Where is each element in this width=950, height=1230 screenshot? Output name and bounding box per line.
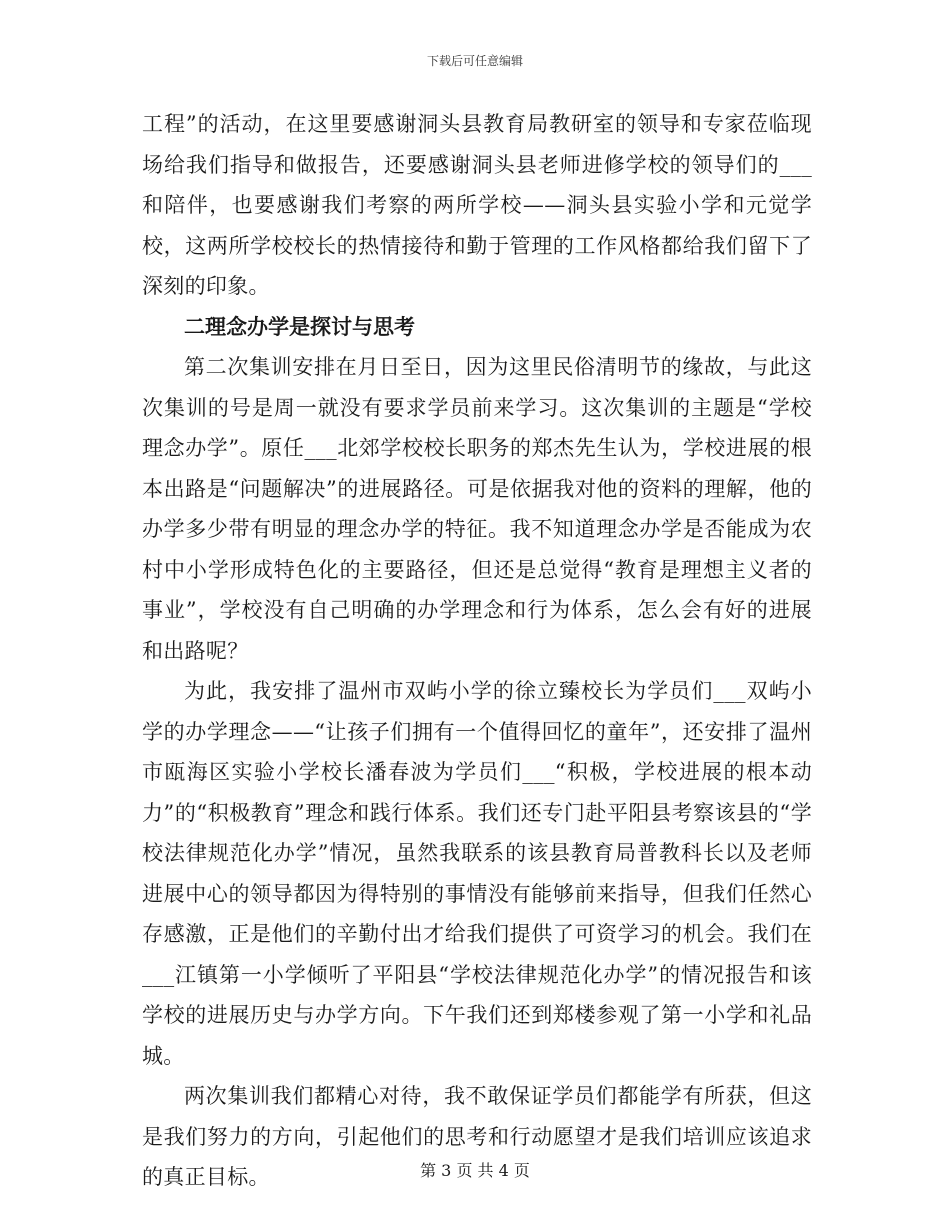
- page-number-footer: 第 3 页 共 4 页: [420, 1161, 530, 1180]
- paragraph-4: 两次集训我们都精心对待，我不敢保证学员们都能学有所获，但这是我们努力的方向，引起他们的思考和行动愿望才是我们培训应该追求的真正目标。: [142, 1084, 812, 1189]
- paragraph-3: 为此，我安排了温州市双屿小学的徐立臻校长为学员们___双屿小学的办学理念——“让孩子们拥有一个值得回忆的童年”，还安排了温州市瓯海区实验小学校长潘春波为学员们___“积极，学校进展的根本动力”的“积极教育”理念和践行体系。我们还专门赴平阳县考察该县的“学校法律规范化办学”情况，虽然我联系的该县教育局普教科长以及老师进展中心的领导都因为得特别的事情没有能够前来指导，但我们任然心存感激，正是他们的辛勤付出才给我们提供了可资学习的机会。我们在___江镇第一小学倾听了平阳县“学校法律规范化办学”的情况报告和该学校的进展历史与办学方向。下午我们还到郑楼参观了第一小学和礼品城。: [142, 679, 812, 1068]
- page-header: 下载后可任意编辑: [426, 54, 523, 68]
- paragraph-2: 第二次集训安排在月日至日，因为这里民俗清明节的缘故，与此这次集训的号是周一就没有要求学员前来学习。这次集训的主题是“学校理念办学”。原任___北郊学校校长职务的郑杰先生认为，学校进展的根本出路是“问题解决”的进展路径。可是依据我对他的资料的理解，他的办学多少带有明显的理念办学的特征。我不知道理念办学是否能成为农村中小学形成特色化的主要路径，但还是总觉得“教育是理想主义者的事业”，学校没有自己明确的办学理念和行为体系，怎么会有好的进展和出路呢？: [142, 355, 812, 663]
- paragraph-1: 工程”的活动，在这里要感谢洞头县教育局教研室的领导和专家莅临现场给我们指导和做报告，还要感谢洞头县老师进修学校的领导们的___和陪伴，也要感谢我们考察的两所学校——洞头县实验小学和元觉学校，这两所学校校长的热情接待和勤于管理的工作风格都给我们留下了深刻的印象。: [142, 112, 812, 298]
- document-body: [142, 104, 812, 1198]
- section-heading-2: 二理念办学是探讨与思考: [184, 314, 415, 339]
